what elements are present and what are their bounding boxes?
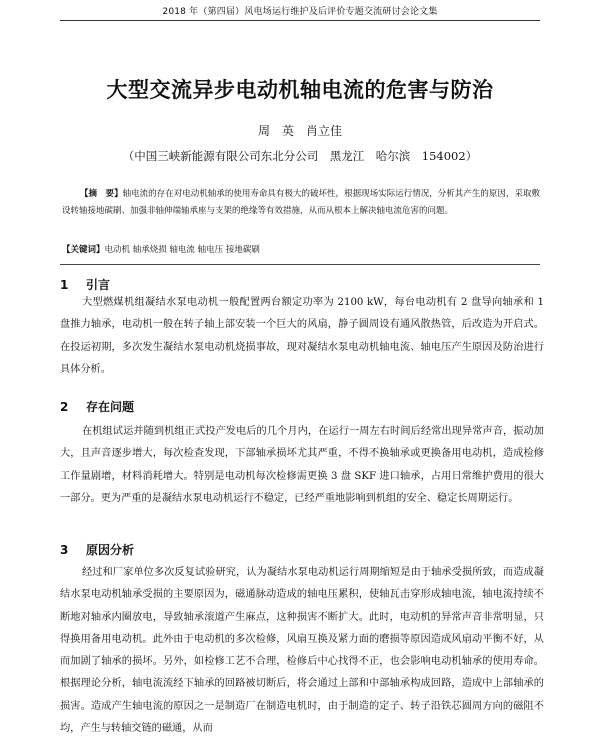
section-body-3: 经过和厂家单位多次反复试验研究，认为凝结水泵电动机运行周期缩短是由于轴承受损所致，而造成凝结水泵电动机轴承受损的主要原因为，磁通脉动造成的轴电压累积，使轴瓦击穿形成轴电流，轴电流持续不断地对轴承内圈放电，导致轴承滚道产生麻点，这种损害不断扩大。此时，电动机的异常声音非常明显，只得换用备用电动机。此外由于电动机的多次检修，风扇互换及紧力面的磨损等原因造成风扇动平衡不好，从而加剧了轴承的损坏。另外，如检修工艺不合理，检修后中心找得不正，也会影响电动机轴承的使用寿命。根据理论分析，轴电流流经下轴承的回路被切断后，将会通过上部和中部轴承构成回路，造成中上部轴承的损害。造成产生轴电流的原因之一是制造厂在制造电机时，由于制造的定子、转子沿铁芯圆周方向的磁阻不均，产生与转轴交链的磁通，从而 [60,567,544,735]
section-body-1: 大型燃煤机组凝结水泵电动机一般配置两台额定功率为 2100 kW，每台电动机有 2 盘导向轴承和 1 盘推力轴承，电动机一般在转子轴上部安装一个巨大的风扇，静子圆周设有通风散热管，后改造为开启式。在投运初期，多次发生凝结水泵电动机烧损事故，现对凝结水泵电动机轴电流、轴电压产生原因及防治进行具体分析。 [60,297,544,375]
section-body-2: 在机组试运并随到机组正式投产发电后的几个月内，在运行一周左右时间后经常出现异常声音，振动加大，且声音逐步增大，每次检查发现，下部轴承损坏尤其严重，不得不换轴承或更换备用电动机，造成检修工作量剧增，材料消耗增大。特别是电动机每次检修需更换 3 盘 SKF 进口轴承，占用日常维护费用的很大一部分。更为严重的是凝结水泵电动机运行不稳定，已经严重地影响到机组的安全、稳定长周期运行。 [60,426,544,504]
section-heading-3 [60,541,134,558]
section-heading-2 [60,398,134,415]
section-title: 存在问题 [86,400,135,414]
section-number: 1 [60,278,69,292]
article-title: 大型交流异步电动机轴电流的危害与防治 [106,78,494,102]
abstract-label: 【摘 要】 [80,189,123,199]
running-header: 2018 年（第四届）风电场运行维护及后评价专题交流研讨会论文集 [60,4,540,21]
affiliation: （中国三峡新能源有限公司东北分公司 黑龙江 哈尔滨 154002） [122,149,478,163]
keywords-text: 电动机 轴承烧损 轴电流 轴电压 接地碳刷 [104,245,260,255]
abstract-text: 轴电流的存在对电动机轴承的使用寿命具有极大的破坏性，根据现场实际运行情况，分析其产生的原因，采取敷设转轴接地碳刷、加强非轴伸端轴承座与支架的绝缘等有效措施，从而从根本上解决轴电流危害的问题。 [62,189,540,216]
section-number: 3 [60,543,69,557]
section-title: 原因分析 [86,543,135,557]
keywords-label: 【关键词】 [62,245,105,255]
section-heading-1 [60,276,110,293]
keywords [62,243,540,257]
section-number: 2 [60,400,69,414]
authors: 周 英 肖立佳 [257,124,342,138]
section-title: 引言 [86,278,111,292]
abstract [62,186,540,220]
keywords-divider [60,264,540,265]
